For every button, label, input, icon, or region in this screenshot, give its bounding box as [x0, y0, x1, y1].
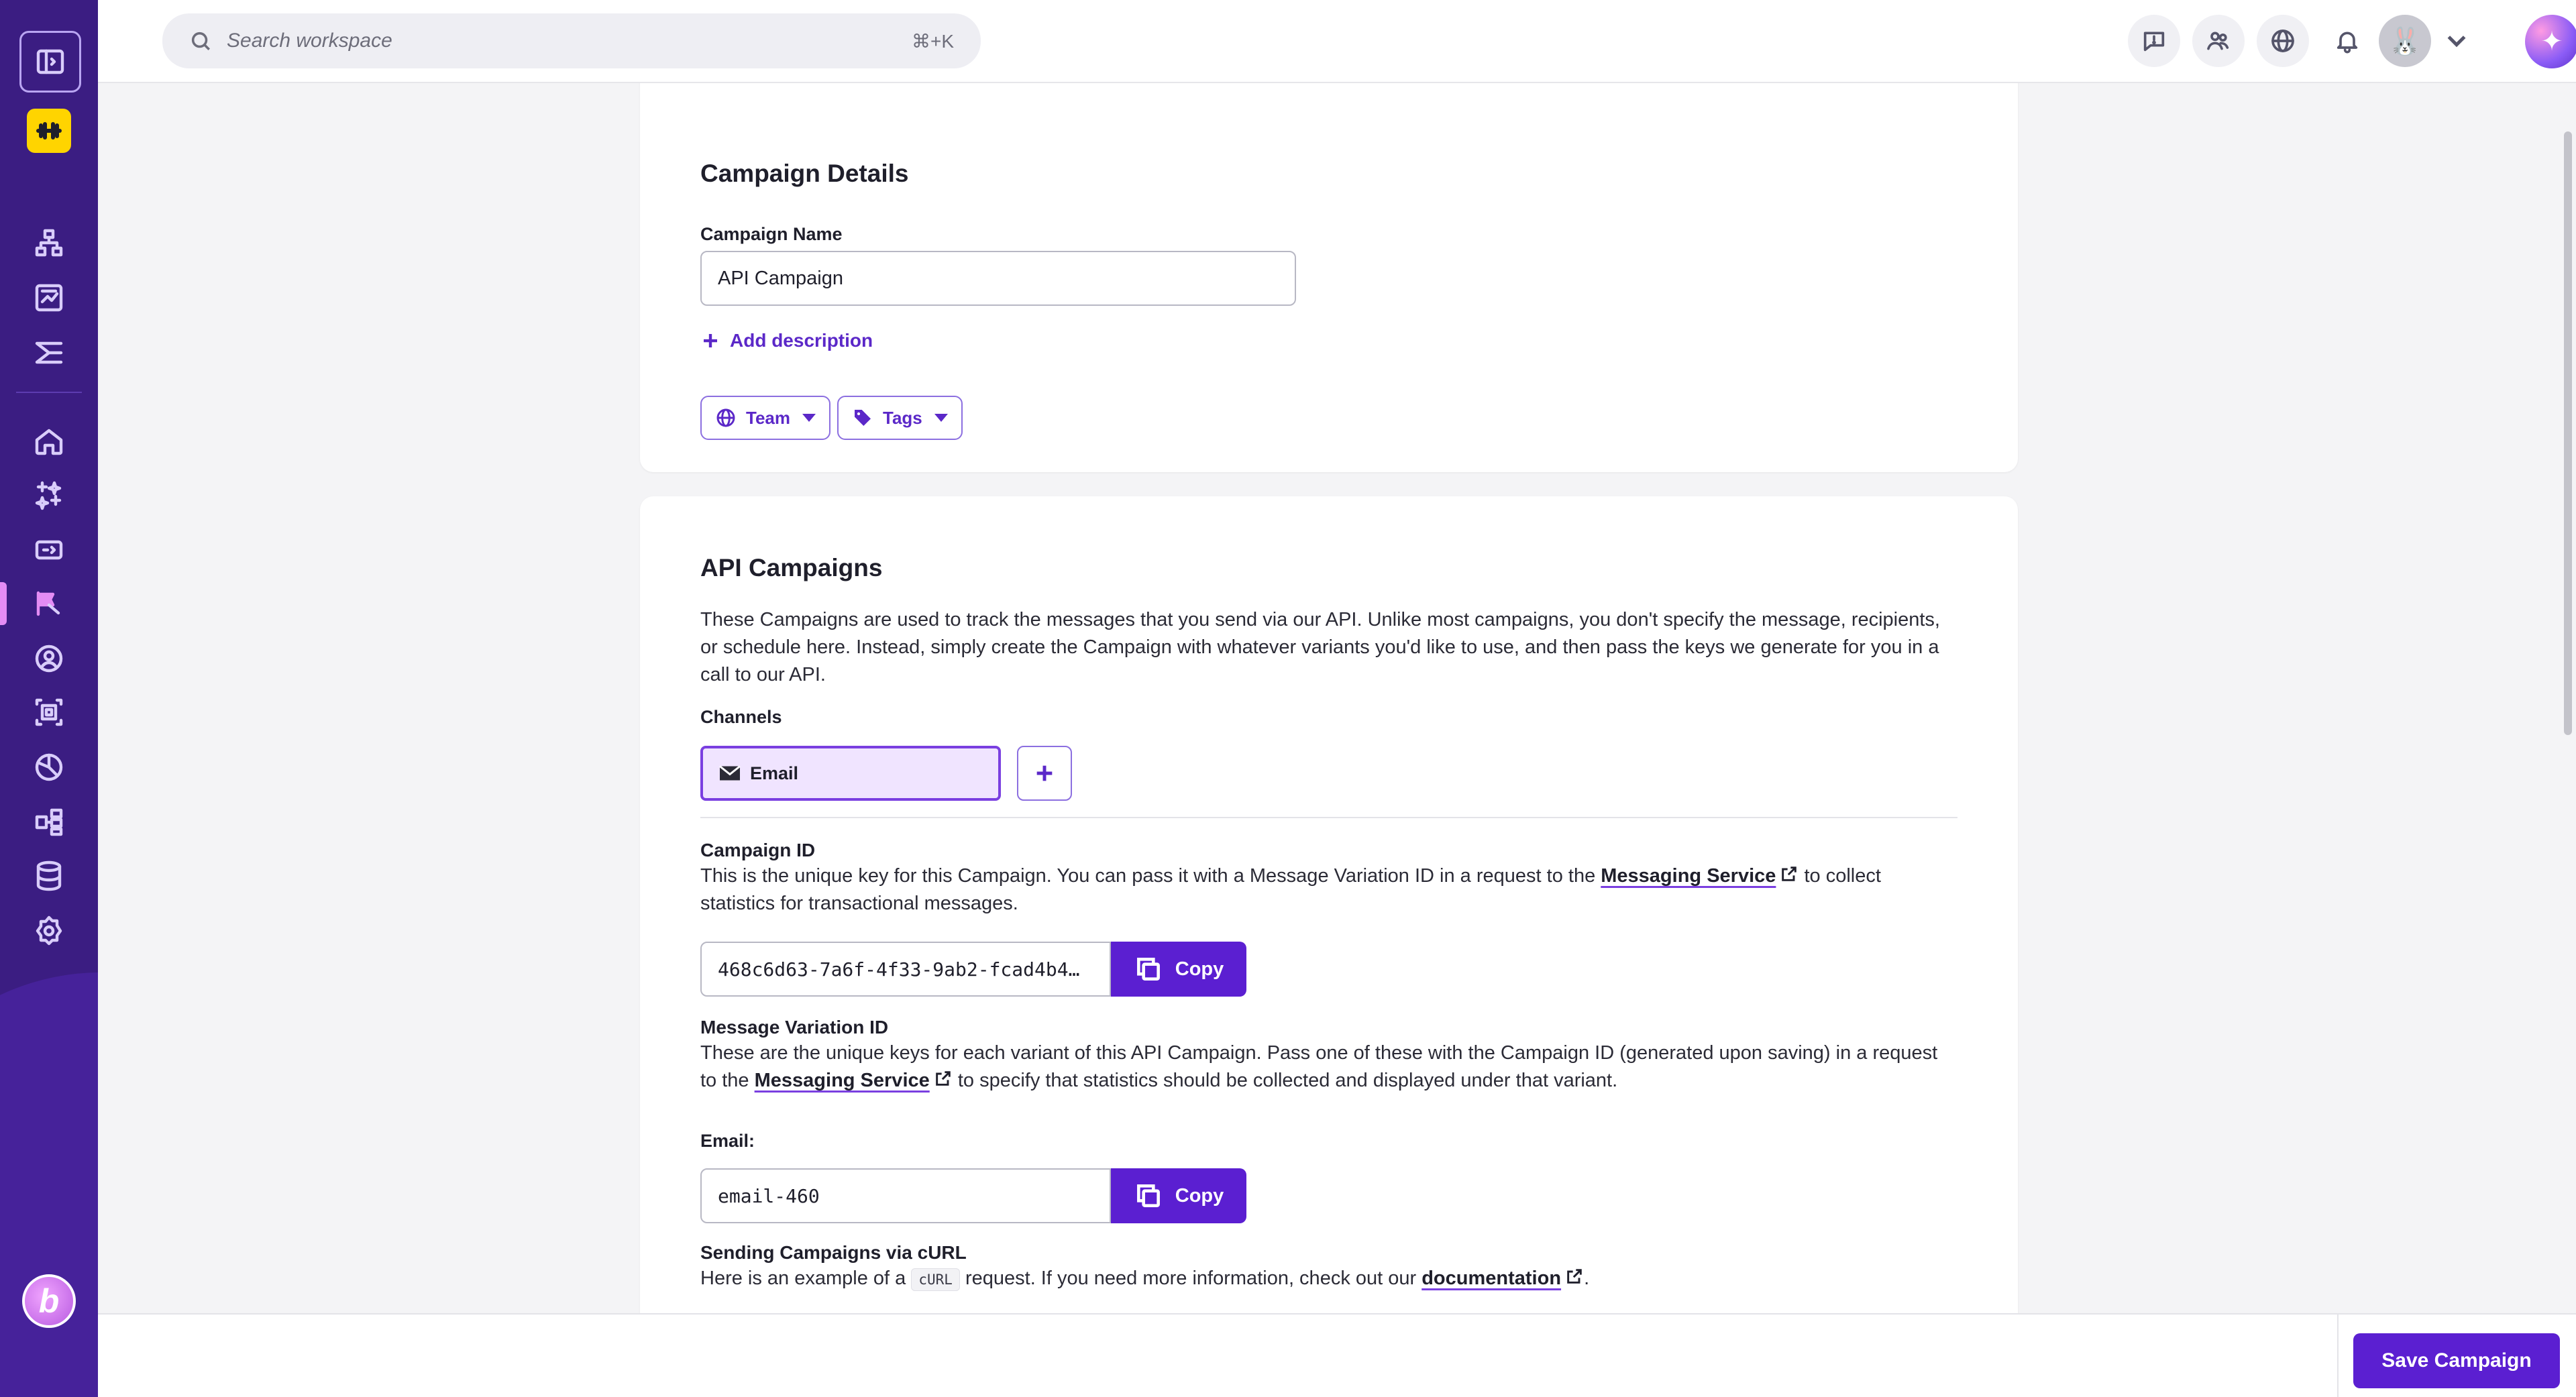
curl-label: Sending Campaigns via cURL	[700, 1242, 967, 1263]
audience-icon[interactable]	[22, 632, 76, 685]
search-placeholder: Search workspace	[227, 30, 392, 52]
search-shortcut: ⌘+K	[911, 30, 954, 52]
channel-email-label: Email	[750, 763, 799, 783]
plus-icon	[1033, 762, 1056, 785]
tags-label: Tags	[883, 407, 922, 428]
scrollbar[interactable]	[2564, 131, 2572, 735]
globe-icon	[715, 407, 737, 429]
caret-down-icon	[802, 414, 816, 422]
campaign-id-label: Campaign ID	[700, 840, 816, 860]
workspace-badge-icon[interactable]: b	[22, 1274, 76, 1328]
plus-icon	[700, 331, 720, 351]
campaign-id-text-after: to collect statistics for transactional messages.	[700, 865, 1881, 914]
campaign-id-description	[700, 862, 1957, 917]
messaging-service-link[interactable]: Messaging Service	[754, 1070, 930, 1091]
campaign-name-input[interactable]	[700, 251, 1296, 306]
caret-down-icon	[934, 414, 948, 422]
footer-divider	[2337, 1315, 2339, 1397]
settings-icon[interactable]	[22, 904, 76, 958]
channels-label: Channels	[700, 707, 782, 727]
campaign-id-copy-row	[700, 942, 1246, 997]
message-variation-description	[700, 1040, 1957, 1095]
copy-campaign-id-button[interactable]	[1111, 942, 1246, 997]
copy-label: Copy	[1175, 1184, 1224, 1207]
home-icon[interactable]	[22, 414, 76, 468]
flows-icon[interactable]	[22, 326, 76, 380]
campaign-id-field[interactable]: 468c6d63-7a6f-4f33-9ab2-fcad4b4…	[700, 942, 1111, 997]
sidebar-active-indicator	[0, 582, 7, 625]
top-bar	[98, 0, 2576, 83]
copy-icon	[1134, 1181, 1163, 1211]
external-link-icon	[1565, 1266, 1584, 1285]
sidebar-toggle-icon[interactable]	[19, 31, 81, 93]
sidebar-decoration	[0, 972, 98, 1397]
integrations-icon[interactable]	[22, 795, 76, 849]
chevron-down-icon[interactable]	[2443, 27, 2470, 54]
external-link-icon	[934, 1068, 953, 1087]
message-variation-text-after: to specify that statistics should be collected and displayed under that variant.	[952, 1070, 1618, 1091]
email-variant-copy-row	[700, 1168, 1246, 1223]
add-description-button[interactable]	[700, 330, 1957, 351]
add-description-label: Add description	[730, 330, 873, 351]
curl-description	[700, 1265, 1957, 1294]
email-variant-field[interactable]: email-460	[700, 1168, 1111, 1223]
copy-icon	[1134, 954, 1163, 984]
user-avatar[interactable]: 🐰	[2379, 15, 2431, 67]
footer-bar	[98, 1313, 2576, 1397]
bell-icon[interactable]	[2321, 15, 2373, 67]
save-campaign-button[interactable]: Save Campaign	[2353, 1333, 2560, 1388]
brand-logo-icon[interactable]	[27, 109, 71, 153]
campaigns-icon[interactable]	[22, 577, 76, 630]
team-icon[interactable]	[2192, 15, 2245, 67]
team-label: Team	[746, 407, 790, 428]
main-content	[98, 83, 2576, 1313]
campaign-board-icon[interactable]	[22, 271, 76, 325]
analytics-icon[interactable]	[22, 740, 76, 794]
message-variation-text: These are the unique keys for each variant of this API Campaign. Pass one of these with the Campaign ID (generated upon saving) in a request to the	[700, 1042, 1938, 1091]
tags-dropdown[interactable]	[837, 396, 963, 440]
add-channel-button[interactable]	[1017, 746, 1072, 801]
data-icon[interactable]	[22, 849, 76, 903]
segments-icon[interactable]	[22, 685, 76, 739]
envelope-icon	[718, 761, 742, 785]
sidebar-divider	[16, 392, 82, 393]
curl-text-middle: request. If you need more information, check out our	[959, 1268, 1422, 1289]
divider	[700, 817, 1957, 818]
campaign-name-label: Campaign Name	[700, 224, 843, 244]
ai-assistant-icon[interactable]: ✦	[2525, 15, 2576, 68]
globe-icon[interactable]	[2257, 15, 2309, 67]
api-campaigns-description: These Campaigns are used to track the messages that you send via our API. Unlike most campaigns, you don't specify the message, recipients, or schedule here. Instead, simply create the Campaign with whatever variants you'd like to use, and then pass the keys we generate for you in a call to our API.	[700, 609, 1940, 685]
campaign-name-value: API Campaign	[718, 267, 843, 289]
message-variation-label: Message Variation ID	[700, 1017, 889, 1038]
documentation-link[interactable]: documentation	[1421, 1268, 1562, 1289]
feedback-icon[interactable]	[2128, 15, 2180, 67]
campaign-details-card	[640, 83, 2018, 472]
search-icon	[189, 30, 212, 52]
campaign-details-heading: Campaign Details	[700, 160, 909, 187]
curl-text-after: .	[1584, 1268, 1590, 1289]
copy-email-variant-button[interactable]	[1111, 1168, 1246, 1223]
campaign-id-text: This is the unique key for this Campaign. You can pass it with a Message Variation ID in a request to the	[700, 865, 1601, 887]
curl-text: Here is an example of a	[700, 1268, 912, 1289]
search-input[interactable]	[162, 13, 981, 68]
channel-email-tab[interactable]	[700, 746, 1001, 801]
messaging-service-link[interactable]: Messaging Service	[1601, 865, 1776, 887]
team-dropdown[interactable]	[700, 396, 830, 440]
tag-icon	[852, 407, 873, 429]
api-campaigns-heading: API Campaigns	[700, 554, 883, 581]
curl-code: cURL	[911, 1268, 960, 1291]
tickets-icon[interactable]	[22, 523, 76, 577]
copy-label: Copy	[1175, 958, 1224, 980]
sidebar	[0, 0, 98, 1397]
canvas-icon[interactable]	[22, 216, 76, 270]
external-link-icon	[1780, 864, 1799, 883]
email-variant-label: Email:	[700, 1131, 755, 1151]
api-campaigns-card	[640, 496, 2018, 1313]
sparkles-icon[interactable]	[22, 468, 76, 522]
